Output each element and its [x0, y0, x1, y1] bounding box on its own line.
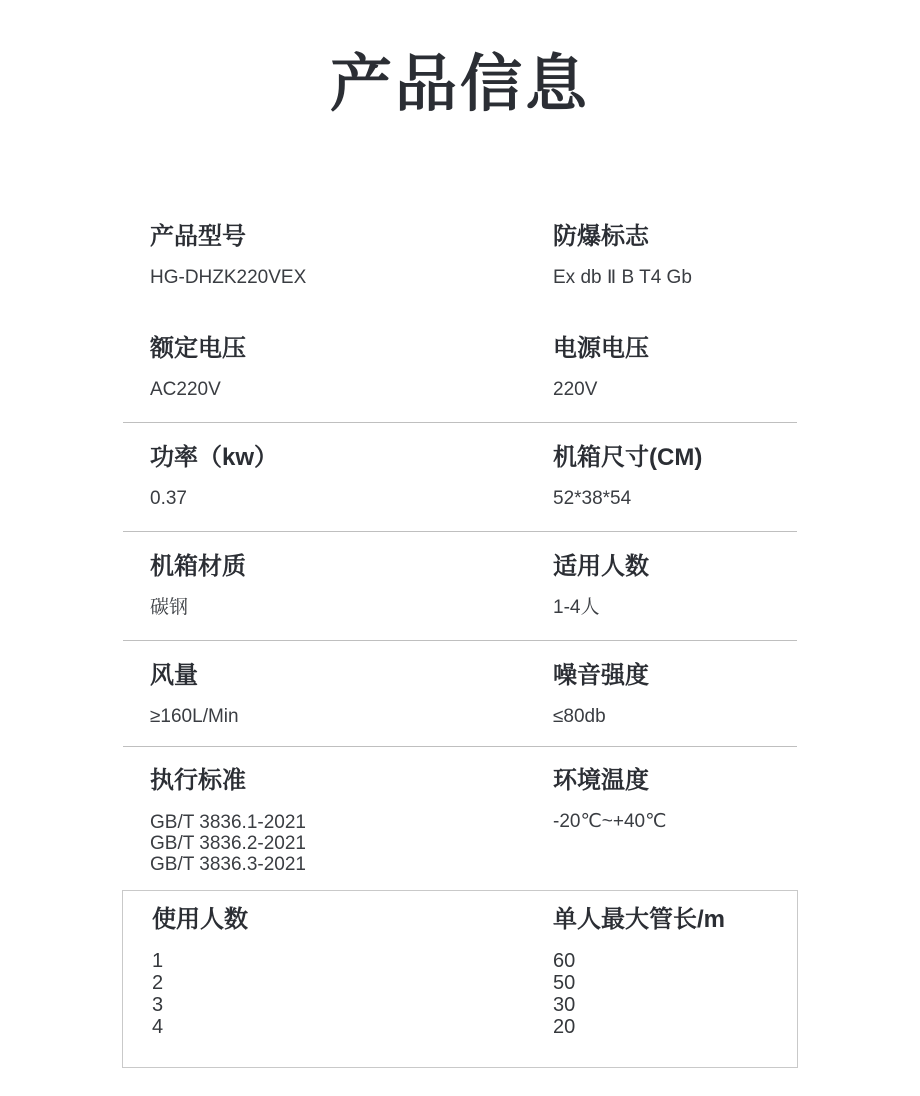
spec-applicable-persons — [553, 552, 797, 618]
spec-noise-level — [553, 661, 797, 727]
spec-value-product-model: HG-DHZK220VEX — [150, 267, 307, 288]
spec-value-power-kw: 0.37 — [150, 488, 187, 509]
spec-case-size — [553, 443, 797, 509]
spec-value-case-material: 碳钢 — [150, 597, 189, 618]
spec-value-explosion-proof-mark: Ex db Ⅱ B T4 Gb — [553, 267, 692, 288]
capacity-users-value: 3 — [152, 994, 164, 1016]
spec-label-case-size: 机箱尺寸(CM) — [553, 444, 703, 471]
spec-case-material — [150, 552, 553, 618]
table-row — [152, 950, 797, 972]
spec-label-ambient-temperature: 环境温度 — [553, 767, 649, 794]
table-row — [152, 972, 797, 994]
capacity-header-max-tube-length: 单人最大管长/m — [553, 906, 726, 933]
spec-label-power-kw: 功率（kw） — [150, 444, 279, 471]
spec-label-executive-standard: 执行标准 — [150, 767, 246, 794]
capacity-length-value: 50 — [553, 972, 576, 994]
spec-value-rated-voltage: AC220V — [150, 379, 221, 400]
capacity-table — [122, 890, 798, 1068]
spec-label-product-model: 产品型号 — [150, 223, 246, 250]
spec-row-standard-temperature — [150, 766, 797, 875]
spec-row-voltage — [150, 334, 797, 400]
spec-value-standard-line2: GB/T 3836.2-2021 — [150, 833, 306, 854]
spec-value-standard-line1: GB/T 3836.1-2021 — [150, 812, 306, 833]
capacity-users-value: 4 — [152, 1016, 164, 1038]
capacity-length-value: 20 — [553, 1016, 576, 1038]
spec-label-case-material: 机箱材质 — [150, 553, 246, 580]
divider — [123, 640, 797, 641]
capacity-length-value: 30 — [553, 994, 576, 1016]
spec-row-material-persons — [150, 552, 797, 618]
spec-product-model — [150, 222, 553, 288]
capacity-table-body — [152, 950, 797, 1038]
spec-ambient-temperature — [553, 766, 797, 875]
spec-explosion-proof-mark — [553, 222, 797, 288]
spec-value-ambient-temperature: -20℃~+40℃ — [553, 811, 667, 832]
spec-label-rated-voltage: 额定电压 — [150, 335, 246, 362]
divider — [123, 422, 797, 423]
spec-air-volume — [150, 661, 553, 727]
spec-label-power-voltage: 电源电压 — [553, 335, 649, 362]
capacity-table-header — [152, 905, 797, 935]
spec-row-airflow-noise — [150, 661, 797, 727]
spec-label-applicable-persons: 适用人数 — [553, 553, 649, 580]
table-row — [152, 1016, 797, 1038]
spec-label-explosion-proof-mark: 防爆标志 — [553, 223, 649, 250]
divider — [123, 746, 797, 747]
spec-value-noise-level: ≤80db — [553, 706, 606, 727]
capacity-users-value: 2 — [152, 972, 164, 994]
spec-rated-voltage — [150, 334, 553, 400]
capacity-header-users: 使用人数 — [152, 906, 248, 933]
spec-label-air-volume: 风量 — [150, 662, 198, 689]
spec-value-power-voltage: 220V — [553, 379, 598, 400]
spec-row-model-exmark — [150, 222, 797, 288]
spec-value-standard-line3: GB/T 3836.3-2021 — [150, 854, 306, 875]
page-title: 产品信息 — [329, 50, 590, 119]
spec-row-power-size — [150, 443, 797, 509]
divider — [123, 531, 797, 532]
spec-value-applicable-persons: 1-4人 — [553, 597, 600, 618]
spec-power-kw — [150, 443, 553, 509]
spec-value-case-size: 52*38*54 — [553, 488, 632, 509]
table-row — [152, 994, 797, 1016]
capacity-users-value: 1 — [152, 950, 164, 972]
spec-power-voltage — [553, 334, 797, 400]
capacity-length-value: 60 — [553, 950, 576, 972]
spec-executive-standard — [150, 766, 553, 875]
spec-value-air-volume: ≥160L/Min — [150, 706, 239, 727]
spec-label-noise-level: 噪音强度 — [553, 662, 649, 689]
